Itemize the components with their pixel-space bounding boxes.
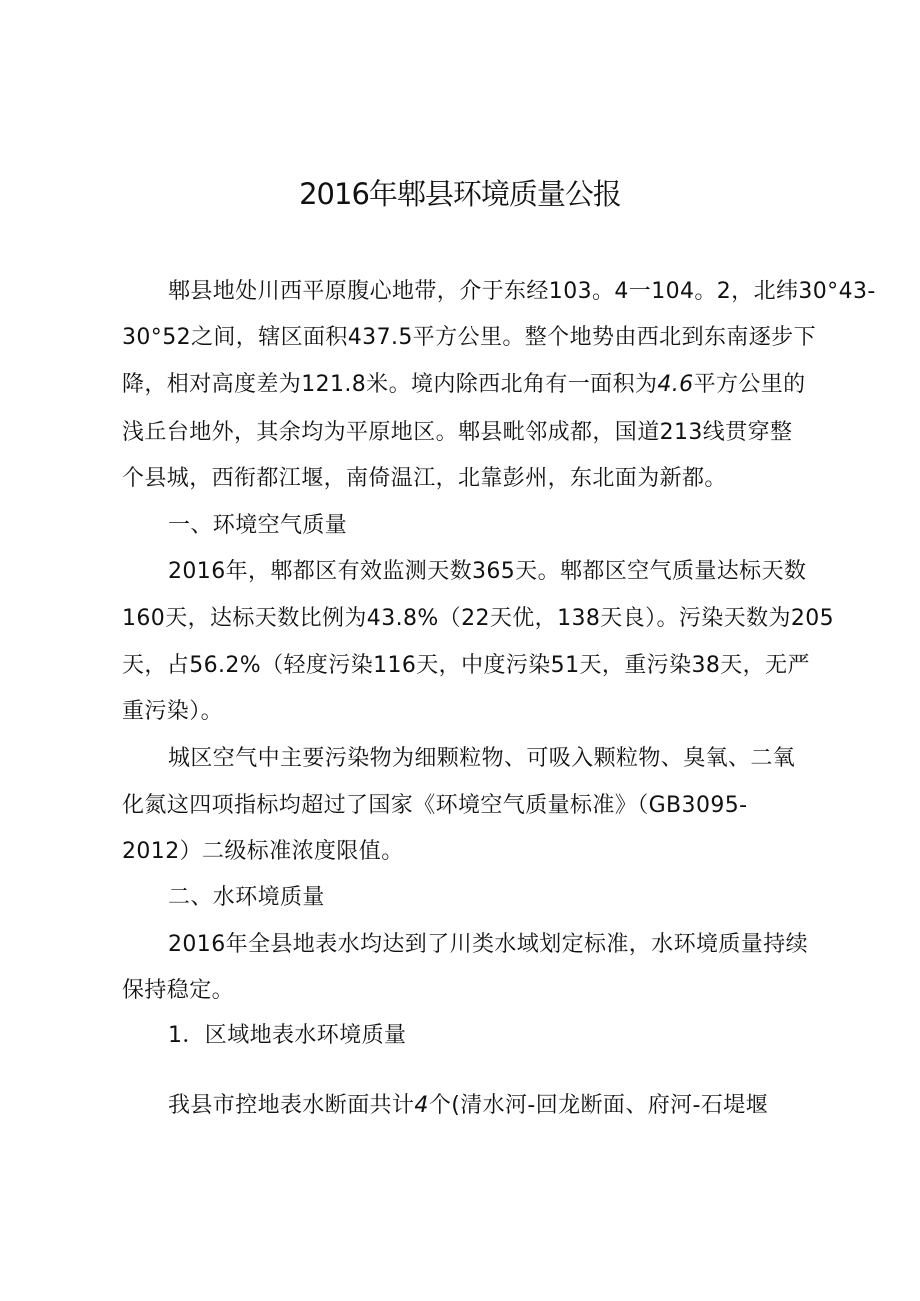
paragraph-line: 2012）二级标准浓度限值。	[122, 839, 404, 864]
paragraph-line: 化氮这四项指标均超过了国家《环境空气质量标准》（GB3095-	[122, 793, 748, 818]
section-heading-water: 二、水环境质量	[168, 885, 325, 910]
subsection-heading: 1．区域地表水环境质量	[168, 1023, 407, 1048]
paragraph-line: 30°52之间，辖区面积437.5平方公里。整个地势由西北到东南逐步下	[122, 325, 816, 350]
paragraph-line: 160天，达标天数比例为43.8%（22天优，138天良）。污染天数为205	[122, 606, 835, 631]
paragraph-line: 2016年全县地表水均达到了川类水域划定标准，水环境质量持续	[168, 932, 808, 957]
paragraph-line: 个县城，西衔都江堰，南倚温江，北靠彭州，东北面为新都。	[122, 466, 727, 491]
paragraph-line: 保持稳定。	[122, 978, 235, 1003]
document-title: 2016年郫县环境质量公报	[299, 177, 621, 211]
paragraph-line	[122, 370, 806, 400]
text-segment: 平方公里的	[693, 372, 806, 397]
paragraph-line: 城区空气中主要污染物为细颗粒物、可吸入颗粒物、臭氧、二氧	[168, 746, 796, 771]
text-segment: 4.6	[657, 372, 694, 397]
paragraph-line: 天，占56.2%（轻度污染116天，中度污染51天，重污染38天，无严	[122, 653, 810, 678]
section-heading-air: 一、环境空气质量	[168, 513, 348, 538]
text-segment: 我县市控地表水断面共计	[168, 1093, 415, 1118]
paragraph-line: 重污染）。	[122, 699, 224, 724]
paragraph-line: 浅丘台地外，其余均为平原地区。郫县毗邻成都，国道213线贯穿整	[122, 420, 793, 445]
paragraph-line: 2016年，郫都区有效监测天数365天。郫都区空气质量达标天数	[168, 559, 807, 584]
text-segment: 4	[414, 1093, 429, 1118]
paragraph-line	[168, 1091, 768, 1121]
text-segment: 降，相对高度差为121.8米。境内除西北角有一面积为	[122, 372, 658, 397]
text-segment: 个(清水河-回龙断面、府河-石堤堰	[428, 1093, 769, 1118]
paragraph-line: 郫县地处川西平原腹心地带，介于东经103。4一104。2，北纬30°43-	[168, 279, 876, 304]
